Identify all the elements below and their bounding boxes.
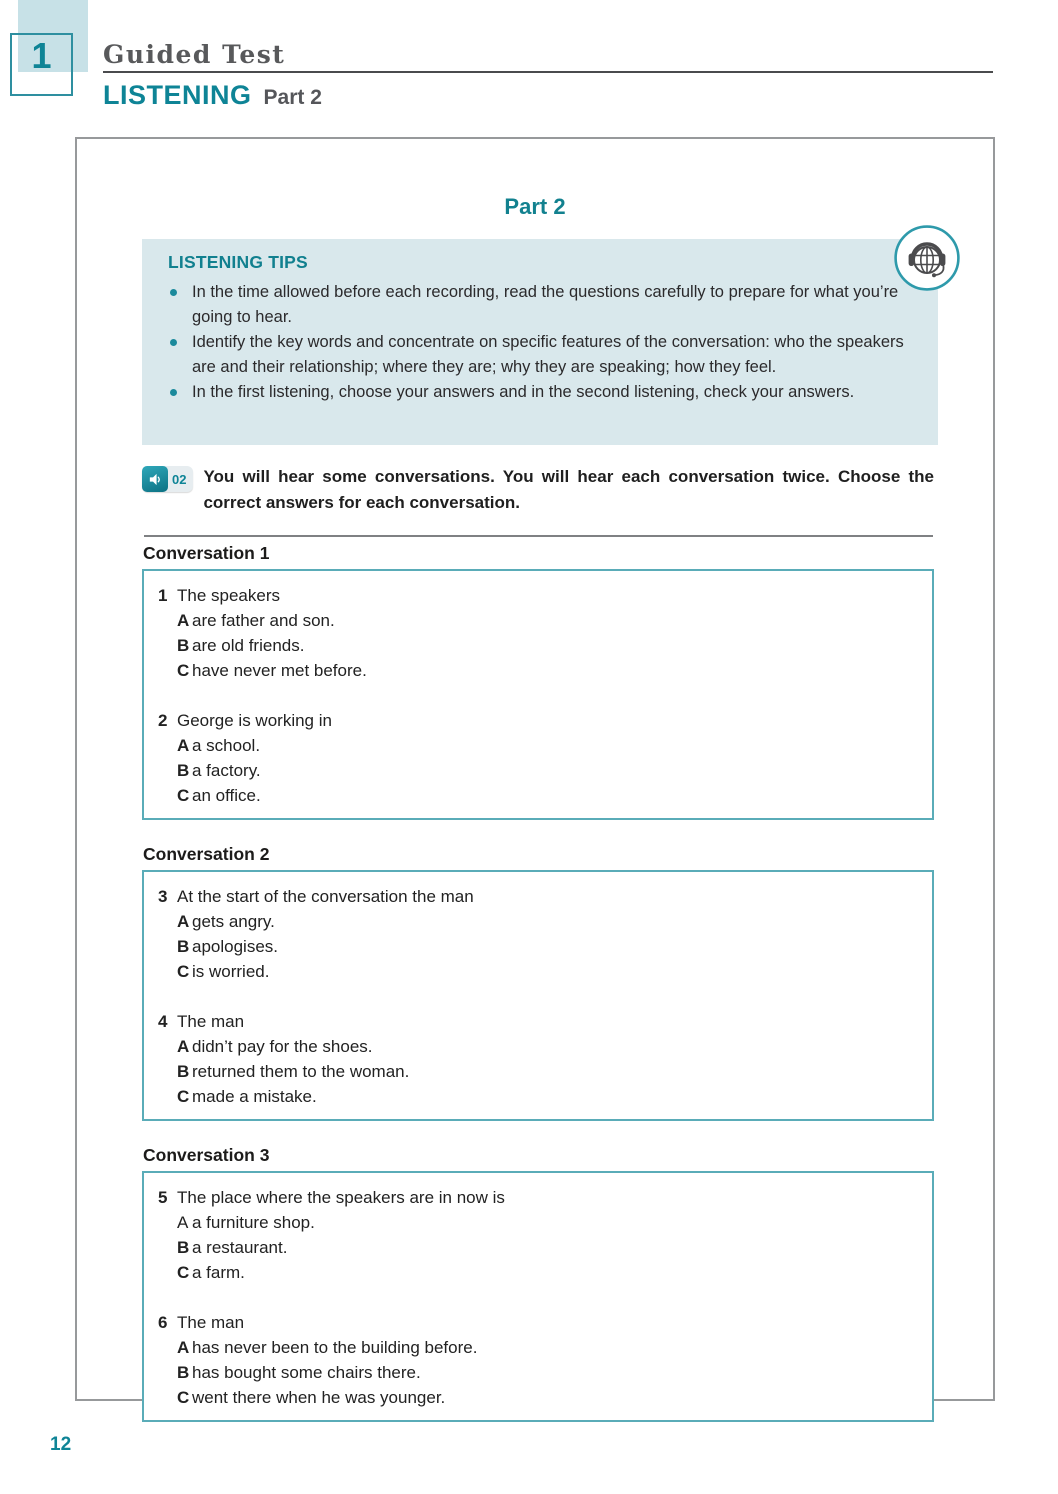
audio-instruction-text: You will hear some conversations. You will hear each conversation twice. Choose the correct answers for each conversation. (203, 467, 934, 512)
option-letter: C (177, 1087, 190, 1106)
question-text: At the start of the conversation the man (177, 887, 474, 906)
option-text: gets angry. (192, 912, 275, 931)
headset-globe-icon (893, 224, 961, 292)
answer-option (177, 909, 922, 934)
unit-number: 1 (31, 35, 52, 76)
header-rule (103, 71, 993, 73)
option-text: a furniture shop. (192, 1213, 315, 1232)
header-title: Guided Test (103, 40, 286, 69)
answer-option (177, 733, 922, 758)
question (158, 1009, 922, 1109)
option-text: went there when he was younger. (192, 1388, 446, 1407)
option-letter: A (177, 912, 190, 931)
option-letter: B (177, 1363, 190, 1382)
answer-option (177, 1034, 922, 1059)
option-text: a school. (192, 736, 261, 755)
page-number: 12 (50, 1434, 72, 1455)
option-text: are father and son. (192, 611, 335, 630)
option-text: has bought some chairs there. (192, 1363, 421, 1382)
option-letter: C (177, 661, 190, 680)
question-number: 5 (158, 1188, 168, 1207)
section-heading (103, 80, 322, 111)
bullet-icon (168, 380, 192, 405)
option-text: have never met before. (192, 661, 367, 680)
option-text: didn’t pay for the shoes. (192, 1037, 373, 1056)
option-letter: A (177, 1338, 190, 1357)
answer-option (177, 1235, 922, 1260)
question-stem (158, 884, 922, 909)
question-stem (158, 583, 922, 608)
option-text: are old friends. (192, 636, 305, 655)
audio-instruction-section (142, 464, 934, 516)
option-letter: B (177, 1062, 190, 1081)
answer-option (177, 1260, 922, 1285)
tip-item (168, 380, 912, 405)
option-letter: B (177, 761, 190, 780)
section-part-label: Part 2 (263, 86, 322, 109)
option-text: an office. (192, 786, 261, 805)
question (158, 1310, 922, 1410)
option-text: apologises. (192, 937, 279, 956)
option-text: has never been to the building before. (192, 1338, 478, 1357)
question-stem (158, 1009, 922, 1034)
question-text: The speakers (177, 586, 280, 605)
question-number: 6 (158, 1313, 168, 1332)
bullet-icon (168, 280, 192, 330)
question-text: George is working in (177, 711, 332, 730)
answer-option (177, 783, 922, 808)
section-title: LISTENING (103, 80, 252, 110)
question-text: The man (177, 1313, 245, 1332)
track-number: 02 (172, 471, 187, 487)
answer-option (177, 1084, 922, 1109)
tip-text: In the time allowed before each recording, read the questions carefully to prepare for what you’re going to hear. (192, 283, 899, 326)
answer-option (177, 1059, 922, 1084)
question (158, 583, 922, 683)
conversation-title: Conversation 1 (143, 543, 270, 563)
question-number: 1 (158, 586, 168, 605)
question-stem (158, 1185, 922, 1210)
question-stem (158, 1310, 922, 1335)
listening-tips-box (142, 239, 938, 445)
audio-track-badge (142, 466, 193, 492)
tip-text: Identify the key words and concentrate on specific features of the conversation: who the speakers are and their relationship; where they are; why they are speaking; how they feel. (192, 333, 904, 376)
conversation-section (142, 844, 934, 1121)
conversations (142, 543, 934, 1446)
part-title: Part 2 (504, 194, 566, 219)
question-number: 2 (158, 711, 168, 730)
option-letter: A (177, 1213, 189, 1232)
section-divider (144, 535, 933, 537)
tips-heading: LISTENING TIPS (168, 252, 308, 272)
option-text: made a mistake. (192, 1087, 317, 1106)
conversation-title: Conversation 3 (143, 1145, 270, 1165)
tips-list (168, 280, 912, 405)
question (158, 884, 922, 984)
option-letter: A (177, 736, 190, 755)
option-letter: C (177, 1388, 190, 1407)
option-letter: B (177, 937, 190, 956)
speaker-icon (142, 466, 168, 492)
answer-option (177, 608, 922, 633)
answer-option (177, 959, 922, 984)
answer-option (177, 633, 922, 658)
question-number: 3 (158, 887, 168, 906)
question-box (142, 870, 934, 1121)
question-text: The place where the speakers are in now is (177, 1188, 505, 1207)
question-box (142, 1171, 934, 1422)
question (158, 708, 922, 808)
content-frame (75, 137, 995, 1407)
tip-item (168, 280, 912, 330)
answer-option (177, 1385, 922, 1410)
question-text: The man (177, 1012, 245, 1031)
conversation-title: Conversation 2 (143, 844, 270, 864)
option-letter: C (177, 786, 190, 805)
option-letter: A (177, 1037, 190, 1056)
answer-option (177, 1335, 922, 1360)
option-letter: B (177, 1238, 190, 1257)
question-box (142, 569, 934, 820)
answer-option (177, 934, 922, 959)
question-stem (158, 708, 922, 733)
bullet-icon (168, 330, 192, 380)
tip-item (168, 330, 912, 380)
option-text: a restaurant. (192, 1238, 288, 1257)
option-text: returned them to the woman. (192, 1062, 410, 1081)
answer-option (177, 758, 922, 783)
option-letter: B (177, 636, 190, 655)
option-letter: C (177, 1263, 190, 1282)
conversation-section (142, 1145, 934, 1422)
option-letter: A (177, 611, 190, 630)
answer-option (177, 658, 922, 683)
question-number: 4 (158, 1012, 168, 1031)
option-text: is worried. (192, 962, 270, 981)
answer-option (177, 1210, 922, 1235)
option-text: a farm. (192, 1263, 245, 1282)
question (158, 1185, 922, 1285)
unit-number-box (10, 33, 73, 96)
answer-option (177, 1360, 922, 1385)
option-letter: C (177, 962, 190, 981)
option-text: a factory. (192, 761, 261, 780)
conversation-section (142, 543, 934, 820)
tip-text: In the first listening, choose your answers and in the second listening, check your answers. (192, 383, 855, 401)
